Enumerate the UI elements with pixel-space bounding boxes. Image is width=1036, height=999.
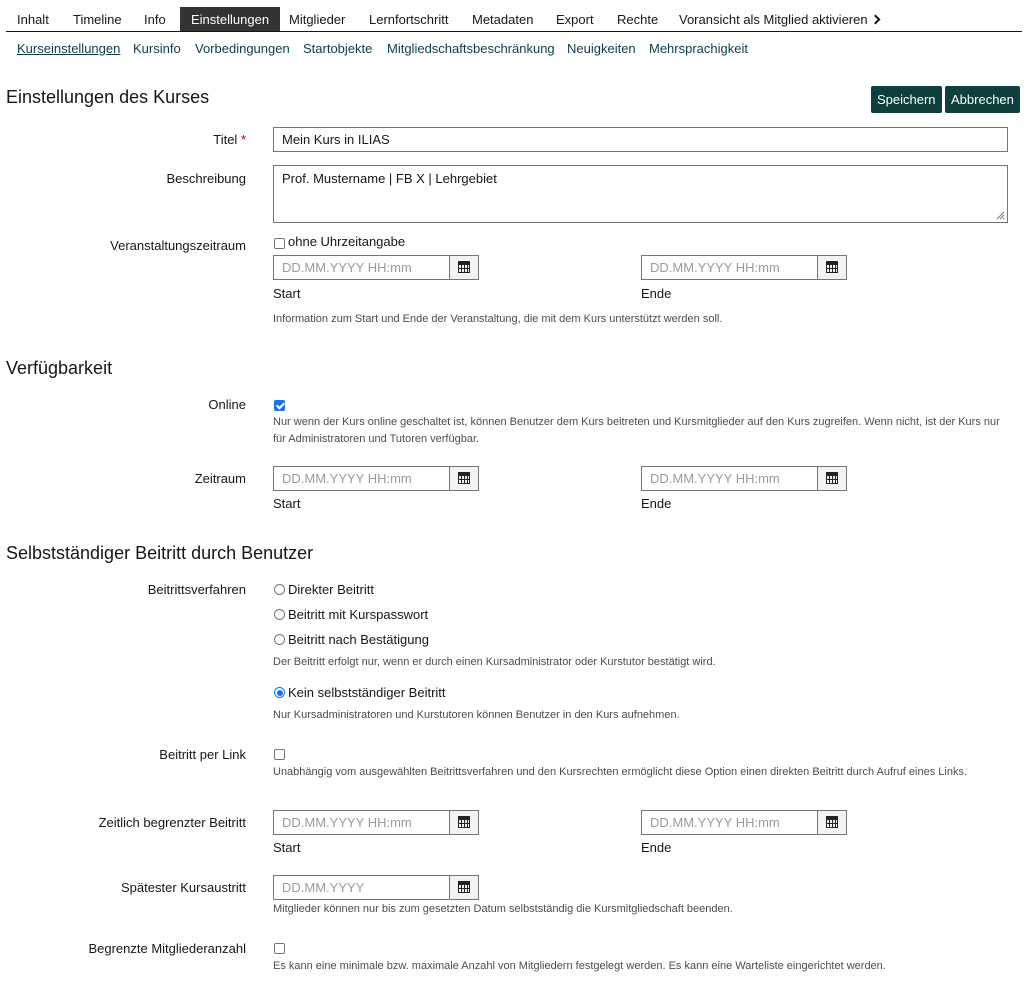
description-textarea[interactable] [273,165,1008,223]
title-label-text: Titel [213,132,238,147]
tab-info[interactable]: Info [144,12,166,27]
no-time-label: ohne Uhrzeitangabe [288,234,406,249]
calendar-icon[interactable] [449,876,478,899]
online-label: Online [208,397,246,412]
calendar-icon[interactable] [817,256,846,279]
join-link-label: Beitritt per Link [159,747,246,762]
calendar-icon[interactable] [449,811,478,834]
section-title-settings: Einstellungen des Kurses [6,87,210,107]
calendar-glyph-icon [458,472,470,484]
radio-confirm-join[interactable] [274,634,285,645]
period-help: Information zum Start und Ende der Veranstaltung, die mit dem Kurs unterstützt werden soll. [273,313,723,325]
limited-join-end-placeholder: DD.MM.YYYY HH:mm [650,815,780,830]
radio-password-join[interactable] [274,609,285,620]
radio-password-join-label: Beitritt mit Kurspasswort [288,607,429,622]
availability-start-placeholder: DD.MM.YYYY HH:mm [282,471,412,486]
section-title-join: Selbstständiger Beitritt durch Benutzer [6,543,314,563]
subtab-mehrsprachigkeit[interactable]: Mehrsprachigkeit [649,41,748,56]
tab-einstellungen[interactable]: Einstellungen [180,7,280,31]
latest-exit-placeholder: DD.MM.YYYY [282,880,365,895]
join-method-label: Beitrittsverfahren [147,582,246,597]
latest-exit-input[interactable] [273,875,479,900]
calendar-glyph-icon [458,816,470,828]
radio-no-join-label: Kein selbstständiger Beitritt [288,685,446,700]
period-start-caption: Start [273,286,301,301]
tab-voransicht-label: Voransicht als Mitglied aktivieren [679,12,868,27]
calendar-glyph-icon [458,881,470,893]
radio-confirm-join-label: Beitritt nach Bestätigung [288,632,429,647]
availability-period-label: Zeitraum [194,471,246,486]
tab-lernfortschritt[interactable]: Lernfortschritt [369,12,449,27]
limited-join-end-caption: Ende [641,840,672,855]
calendar-glyph-icon [458,261,470,273]
radio-no-join[interactable] [274,687,285,698]
main-tab-bar [6,7,1022,32]
limited-join-start-input[interactable] [273,810,479,835]
required-marker: * [240,132,246,147]
subtab-startobjekte[interactable]: Startobjekte [303,41,373,56]
tab-export[interactable]: Export [556,12,594,27]
save-button[interactable]: Speichern [871,86,942,113]
confirm-join-help: Der Beitritt erfolgt nur, wenn er durch einen Kursadministrator oder Kurstutor bestätigt wird. [273,656,716,668]
calendar-glyph-icon [826,816,838,828]
join-link-help: Unabhängig vom ausgewählten Beitrittsverfahren und den Kursrechten ermöglicht diese Option einen direkten Beitritt durch Aufruf eines Links. [273,766,968,778]
calendar-glyph-icon [826,261,838,273]
cancel-button[interactable]: Abbrechen [945,86,1020,113]
limited-join-start-placeholder: DD.MM.YYYY HH:mm [282,815,412,830]
section-title-availability: Verfügbarkeit [6,358,113,378]
limited-join-label: Zeitlich begrenzter Beitritt [98,815,246,830]
no-time-checkbox[interactable] [274,238,285,249]
period-end-input[interactable] [641,255,847,280]
online-checkbox[interactable] [274,400,285,411]
availability-end-input[interactable] [641,466,847,491]
title-label [213,132,246,147]
calendar-icon[interactable] [817,811,846,834]
period-end-placeholder: DD.MM.YYYY HH:mm [650,260,780,275]
subtab-kurseinstellungen[interactable]: Kurseinstellungen [17,41,121,56]
max-members-checkbox[interactable] [274,943,285,954]
availability-end-placeholder: DD.MM.YYYY HH:mm [650,471,780,486]
tab-metadaten[interactable]: Metadaten [472,12,534,27]
tab-rechte[interactable]: Rechte [617,12,659,27]
tab-voransicht[interactable] [668,7,890,31]
tab-timeline[interactable]: Timeline [73,12,122,27]
latest-exit-help: Mitglieder können nur bis zum gesetzten Datum selbstständig die Kursmitgliedschaft beenden. [273,903,733,915]
chevron-right-icon [870,15,880,25]
tab-mitglieder[interactable]: Mitglieder [289,12,346,27]
subtab-mitgliedschaftsbeschraenkung[interactable]: Mitgliedschaftsbeschränkung [387,41,555,56]
availability-start-input[interactable] [273,466,479,491]
limited-join-start-caption: Start [273,840,301,855]
calendar-icon[interactable] [817,467,846,490]
calendar-icon[interactable] [449,256,478,279]
online-help: Nur wenn der Kurs online geschaltet ist, können Benutzer dem Kurs beitreten und Kursmitglieder auf den Kurs zugreifen. Wenn nicht, ist der Kurs nur für Administratoren und Tutoren verfügbar. [273,416,1000,445]
join-link-checkbox[interactable] [274,749,285,760]
calendar-glyph-icon [826,472,838,484]
period-start-input[interactable] [273,255,479,280]
period-label: Veranstaltungszeitraum [110,238,246,253]
limited-join-end-input[interactable] [641,810,847,835]
description-label: Beschreibung [166,171,246,186]
description-value: Prof. Mustername | FB X | Lehrgebiet [282,171,497,186]
period-end-caption: Ende [641,286,672,301]
radio-direct-join-label: Direkter Beitritt [288,582,374,597]
subtab-neuigkeiten[interactable]: Neuigkeiten [567,41,636,56]
tab-inhalt[interactable]: Inhalt [17,12,49,27]
resize-handle-icon[interactable] [995,210,1005,220]
availability-start-caption: Start [273,496,301,511]
availability-end-caption: Ende [641,496,672,511]
calendar-icon[interactable] [449,467,478,490]
period-start-placeholder: DD.MM.YYYY HH:mm [282,260,412,275]
max-members-help: Es kann eine minimale bzw. maximale Anzahl von Mitgliedern festgelegt werden. Es kann eine Warteliste eingerichtet werden. [273,960,886,972]
no-join-help: Nur Kursadministratoren und Kurstutoren können Benutzer in den Kurs aufnehmen. [273,709,680,721]
subtab-kursinfo[interactable]: Kursinfo [133,41,181,56]
title-input[interactable]: Mein Kurs in ILIAS [273,127,1008,152]
radio-direct-join[interactable] [274,584,285,595]
subtab-vorbedingungen[interactable]: Vorbedingungen [195,41,290,56]
max-members-label: Begrenzte Mitgliederanzahl [88,941,246,956]
latest-exit-label: Spätester Kursaustritt [121,880,246,895]
